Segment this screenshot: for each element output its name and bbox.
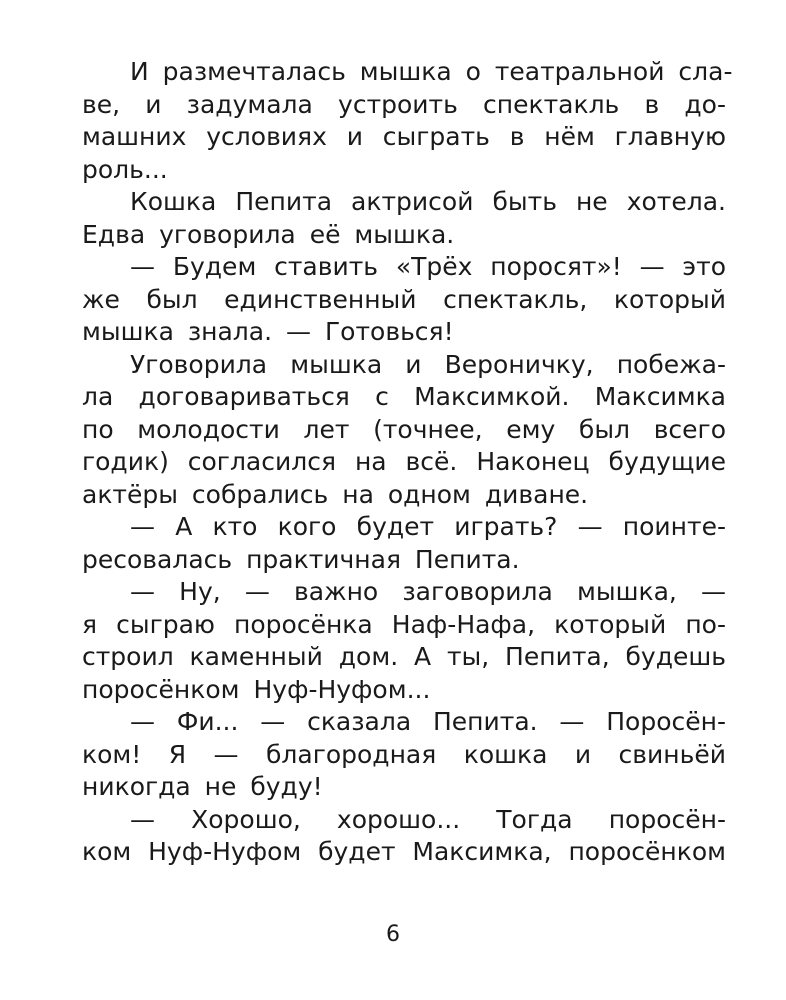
text-line: строил каменный дом. А ты, Пепита, будешь xyxy=(82,642,726,671)
paragraph-4 xyxy=(82,349,726,512)
text-line: И размечталась мышка о театральной сла- xyxy=(130,57,733,86)
text-line: мышка знала. — Готовься! xyxy=(82,317,454,346)
text-line: по молодости лет (точнее, ему был всего xyxy=(82,414,726,444)
text-line: Кошка Пепита актрисой быть не хотела. xyxy=(130,187,726,216)
paragraph-1 xyxy=(82,56,733,186)
page-text xyxy=(82,56,733,869)
text-line: актёры собрались на одном диване. xyxy=(82,479,589,509)
text-line: машних условиях и сыграть в нём главную xyxy=(82,122,726,151)
text-line: ла договариваться с Максимкой. Максимка xyxy=(82,382,726,411)
paragraph-8 xyxy=(82,804,726,869)
paragraph-3 xyxy=(82,251,726,349)
text-line: — Ну, — важно заговорила мышка, — xyxy=(130,577,726,606)
text-line: роль... xyxy=(82,154,168,184)
paragraph-6 xyxy=(82,576,726,706)
paragraph-5 xyxy=(82,511,726,576)
text-line: — Будем ставить «Трёх поросят»! — это xyxy=(130,252,726,281)
text-line: ком! Я — благородная кошка и свиньёй xyxy=(82,739,726,769)
paragraph-7 xyxy=(82,706,726,804)
text-line: я сыграю поросёнка Наф-Нафа, который по- xyxy=(82,609,726,639)
text-line: же был единственный спектакль, который xyxy=(82,284,726,314)
text-line: поросёнком Нуф-Нуфом... xyxy=(82,674,431,704)
text-line: годик) согласился на всё. Наконец будущие xyxy=(82,447,726,476)
text-line: ве, и задумала устроить спектакль в до- xyxy=(82,89,726,119)
page-number: 6 xyxy=(386,922,400,947)
text-line: Уговорила мышка и Вероничку, побежа- xyxy=(130,349,726,379)
text-line: Едва уговорила её мышка. xyxy=(82,219,455,249)
text-line: — Фи... — сказала Пепита. — Поросён- xyxy=(130,707,726,736)
text-line: — А кто кого будет играть? — поинте- xyxy=(130,512,726,541)
text-line: ком Нуф-Нуфом будет Максимка, поросёнком xyxy=(82,837,726,866)
paragraph-2 xyxy=(82,186,726,251)
text-line: — Хорошо, хорошо... Тогда поросён- xyxy=(130,804,726,834)
text-line: никогда не буду! xyxy=(82,772,323,801)
text-line: ресовалась практичная Пепита. xyxy=(82,544,520,574)
